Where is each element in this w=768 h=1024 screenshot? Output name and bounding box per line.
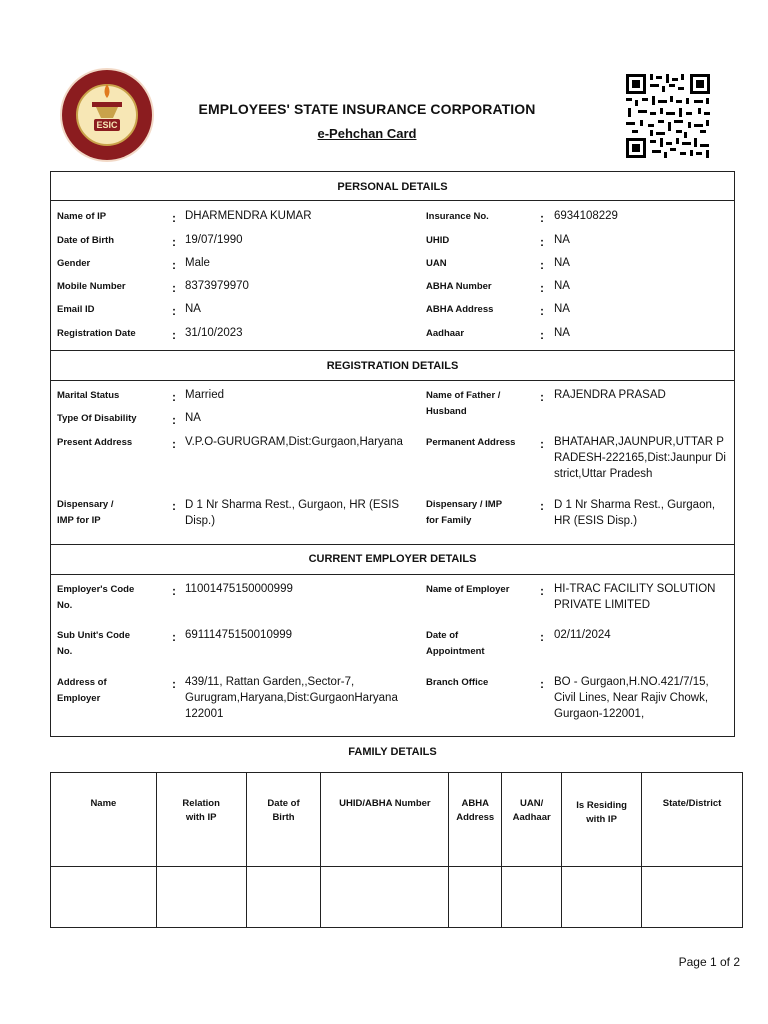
column-header: ABHA Address bbox=[449, 773, 502, 867]
field-label: Name of Father / Husband bbox=[426, 390, 501, 417]
divider bbox=[51, 380, 734, 381]
abha-address-value: NA bbox=[554, 303, 570, 315]
field-label: Present Address bbox=[57, 437, 133, 448]
column-header: UAN/ Aadhaar bbox=[502, 773, 562, 867]
field-label: Date of Appointment bbox=[426, 630, 485, 657]
org-title: EMPLOYEES' STATE INSURANCE CORPORATION bbox=[198, 101, 536, 117]
field-label: Aadhaar bbox=[426, 328, 465, 339]
column-header: Relation with IP bbox=[156, 773, 246, 867]
dispensary-family-value: D 1 Nr Sharma Rest., Gurgaon, HR (ESIS Disp.) bbox=[554, 499, 716, 527]
gender-value: Male bbox=[185, 257, 210, 269]
mobile-value: 8373979970 bbox=[185, 280, 249, 292]
table-header-row bbox=[51, 773, 743, 867]
details-box: PERSONAL DETAILS Name of IP : DHARMENDRA KUMAR Date of Birth : 19/07/1990 Gender : Male Mobile Number : 8373979970 Email ID : NA Registration Date : 31/10/2023 Insurance No. : 6934108229 UHID : NA UAN : NA ABHA Number : NA ABHA Address : NA Aadhaar : NA REGISTRATION DETAILS Marital Status : Married Type Of Disability : NA Name of Father / Husband : RAJENDRA PRASAD Present Address : V.P.O-GURUGRAM,Dist:Gurgaon,Haryana Permanent Address : BHATAHAR,JAUNPUR,UTTAR PRADESH-222165,Dist:Jaunpur District,Uttar Pradesh Dispensary / IMP for IP : D 1 Nr Sharma Rest., Gurgaon, HR (ESIS Disp.) Dispensary / IMP for Family : D 1 Nr Sharma Rest., Gurgaon, HR (ESIS Disp.) CURRENT EMPLOYER DETAILS Employer's Code No. : 11001475150000999 Name of Employer : HI-TRAC FACILITY SOLUTION PRIVATE LIMITED Sub Unit's Code No. : 69111475150010999 Date of Appointment : 02/11/2024 Address of Employer : 439/11, Rattan Garden,,Sector-7, Gurugram,Haryana,Dist:GurgaonHaryana 122001 Branch Office : BO - Gurgaon,H.NO.421/7/15, Civil Lines, Near Rajiv Chowk, Gurgaon-122001, bbox=[50, 171, 735, 737]
divider bbox=[51, 544, 734, 545]
card-title: e-Pehchan Card bbox=[317, 126, 417, 141]
qr-code-icon bbox=[624, 72, 712, 160]
permanent-address-value: BHATAHAR,JAUNPUR,UTTAR PRADESH-222165,Dist:Jaunpur District,Uttar Pradesh bbox=[554, 436, 726, 480]
present-address-value: V.P.O-GURUGRAM,Dist:Gurgaon,Haryana bbox=[185, 436, 403, 448]
subunit-code-value: 69111475150010999 bbox=[185, 629, 293, 641]
divider bbox=[51, 350, 734, 351]
esic-logo-icon bbox=[58, 66, 156, 164]
registration-details-heading: REGISTRATION DETAILS bbox=[326, 360, 459, 372]
disability-value: NA bbox=[185, 412, 201, 424]
marital-status-value: Married bbox=[185, 389, 224, 401]
employer-details-heading: CURRENT EMPLOYER DETAILS bbox=[308, 553, 477, 565]
page-number: Page 1 of 2 bbox=[678, 955, 740, 969]
column-header: Date of Birth bbox=[246, 773, 321, 867]
appointment-date-value: 02/11/2024 bbox=[554, 629, 611, 641]
column-header: UHID/ABHA Number bbox=[321, 773, 449, 867]
aadhaar-value: NA bbox=[554, 327, 570, 339]
registration-date-value: 31/10/2023 bbox=[185, 327, 243, 339]
field-label: Marital Status bbox=[57, 390, 120, 401]
svg-text:ESIC: ESIC bbox=[96, 120, 118, 130]
abha-number-value: NA bbox=[554, 280, 570, 292]
field-label: ABHA Address bbox=[426, 304, 494, 315]
family-details-heading: FAMILY DETAILS bbox=[348, 746, 437, 758]
field-label: Dispensary / IMP for Family bbox=[426, 499, 502, 526]
field-label: Email ID bbox=[57, 304, 95, 315]
field-label: Branch Office bbox=[426, 677, 489, 688]
uan-value: NA bbox=[554, 257, 570, 269]
field-label: Permanent Address bbox=[426, 437, 516, 448]
personal-details-heading: PERSONAL DETAILS bbox=[337, 181, 448, 193]
field-label: UAN bbox=[426, 258, 447, 269]
dob-value: 19/07/1990 bbox=[185, 234, 243, 246]
field-label: Dispensary / IMP for IP bbox=[57, 499, 114, 526]
field-label: Name of Employer bbox=[426, 584, 510, 595]
field-label: Mobile Number bbox=[57, 281, 126, 292]
column-header: Is Residing with IP bbox=[562, 773, 642, 867]
dispensary-ip-value: D 1 Nr Sharma Rest., Gurgaon, HR (ESIS Disp.) bbox=[185, 499, 400, 527]
field-label: Type Of Disability bbox=[57, 413, 137, 424]
field-label: Gender bbox=[57, 258, 91, 269]
branch-office-value: BO - Gurgaon,H.NO.421/7/15, Civil Lines, Near Rajiv Chowk, Gurgaon-122001, bbox=[554, 676, 709, 720]
table-row bbox=[51, 867, 743, 928]
field-label: Employer's Code No. bbox=[57, 584, 135, 611]
field-label: UHID bbox=[426, 235, 450, 246]
column-header: State/District bbox=[642, 773, 743, 867]
uhid-value: NA bbox=[554, 234, 570, 246]
field-label: Insurance No. bbox=[426, 211, 489, 222]
divider bbox=[51, 574, 734, 575]
family-table bbox=[50, 772, 743, 928]
field-label: ABHA Number bbox=[426, 281, 492, 292]
name-of-ip-value: DHARMENDRA KUMAR bbox=[185, 210, 312, 222]
field-label: Registration Date bbox=[57, 328, 136, 339]
field-label: Date of Birth bbox=[57, 235, 114, 246]
field-label: Address of Employer bbox=[57, 677, 107, 704]
column-header: Name bbox=[51, 773, 157, 867]
divider bbox=[51, 200, 734, 201]
father-name-value: RAJENDRA PRASAD bbox=[554, 389, 666, 401]
employer-name-value: HI-TRAC FACILITY SOLUTION PRIVATE LIMITED bbox=[554, 583, 716, 611]
employer-code-value: 11001475150000999 bbox=[185, 583, 293, 595]
email-value: NA bbox=[185, 303, 201, 315]
field-label: Name of IP bbox=[57, 211, 107, 222]
insurance-no-value: 6934108229 bbox=[554, 210, 618, 222]
employer-address-value: 439/11, Rattan Garden,,Sector-7, Gurugram,Haryana,Dist:GurgaonHaryana 122001 bbox=[185, 676, 398, 720]
field-label: Sub Unit's Code No. bbox=[57, 630, 130, 657]
